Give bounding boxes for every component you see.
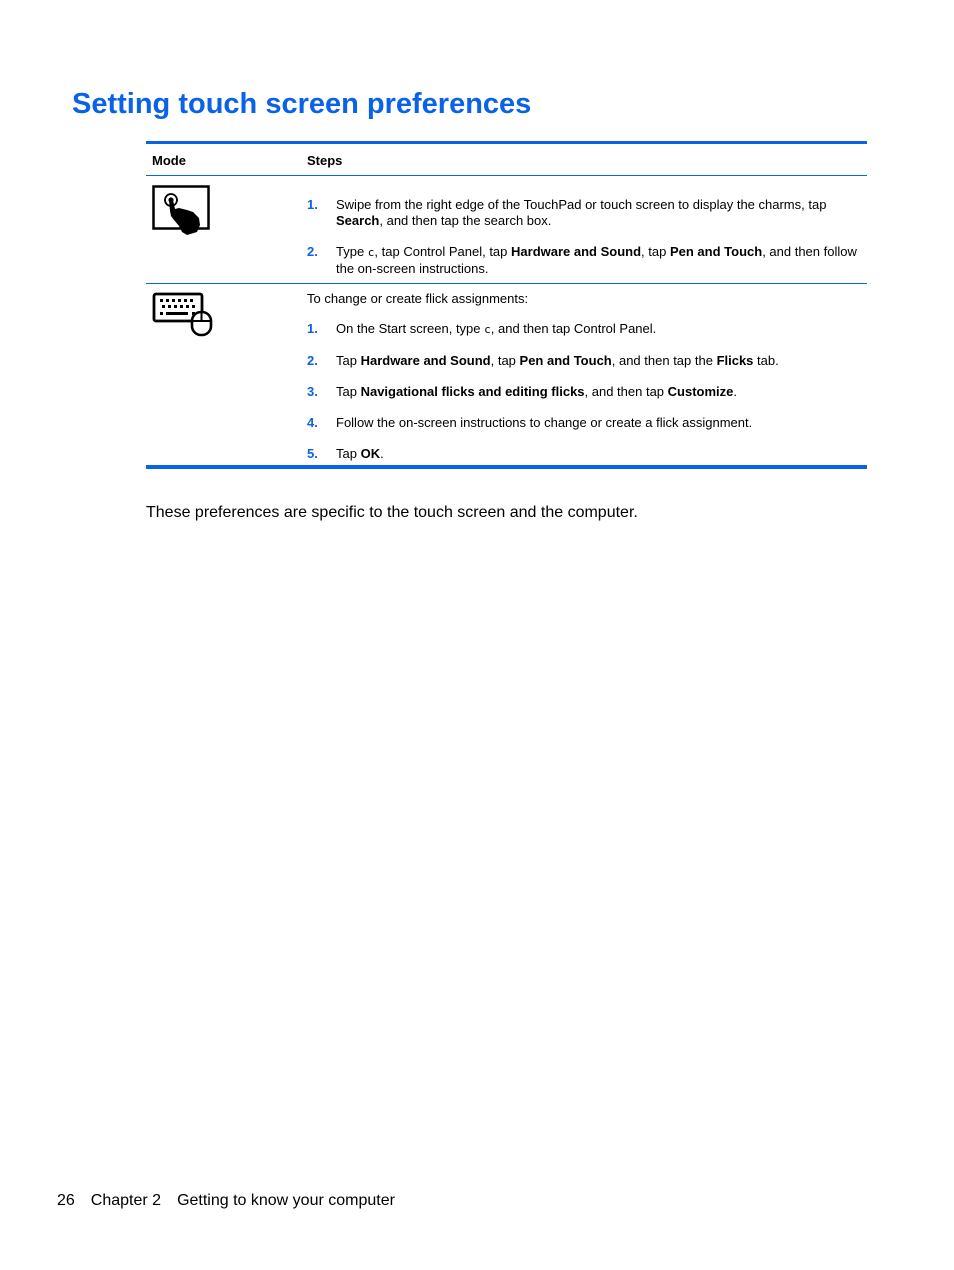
- step-number: 3.: [307, 384, 318, 399]
- table-row-keyboard-mouse: [146, 284, 867, 465]
- step-text: Swipe from the right edge of the TouchPad or touch screen to display the charms, tap: [336, 197, 827, 212]
- step-text: Tap: [336, 384, 361, 399]
- step-number: 5.: [307, 446, 318, 461]
- page-number: 26: [57, 1192, 75, 1209]
- step-text: , tap: [490, 353, 520, 368]
- list-item: [307, 384, 867, 400]
- steps-intro: To change or create flick assignments:: [307, 291, 529, 306]
- preferences-table: [146, 141, 867, 469]
- list-item: [307, 446, 867, 462]
- step-text: , and then tap the: [611, 353, 717, 368]
- step-text: tab.: [753, 353, 779, 368]
- footer-chapter: Chapter 2: [90, 1192, 162, 1209]
- step-number: 2.: [307, 353, 318, 368]
- step-number: 1.: [307, 321, 318, 336]
- step-text: Tap: [336, 446, 361, 461]
- step-text: , and then tap the search box.: [379, 213, 552, 228]
- footer-chapter-title: Getting to know your computer: [177, 1192, 395, 1209]
- list-item: [307, 244, 867, 277]
- list-item: [307, 197, 867, 229]
- step-emphasis: Pen and Touch: [669, 244, 763, 259]
- keyboard-steps: [307, 291, 867, 477]
- step-emphasis: Search: [336, 213, 380, 228]
- page-title: Setting touch screen preferences: [72, 88, 532, 120]
- keyboard-mouse-icon: [152, 292, 214, 343]
- step-emphasis: Hardware and Sound: [511, 244, 642, 259]
- step-number: 4.: [307, 415, 318, 430]
- step-emphasis: OK: [360, 446, 381, 461]
- step-code: c: [367, 246, 375, 259]
- step-emphasis: Pen and Touch: [519, 353, 612, 368]
- step-number: 2.: [307, 244, 318, 259]
- step-text: On the Start screen, type: [336, 321, 485, 336]
- step-text: Tap: [336, 353, 361, 368]
- step-emphasis: Customize: [667, 384, 734, 399]
- body-paragraph: These preferences are specific to the touch screen and the computer.: [146, 504, 638, 521]
- step-number: 1.: [307, 197, 318, 212]
- list-item: [307, 321, 867, 338]
- header-mode: Mode: [152, 153, 186, 168]
- step-emphasis: Flicks: [716, 353, 754, 368]
- step-text: Follow the on-screen instructions to change or create a flick assignment.: [336, 415, 753, 430]
- touch-steps: [307, 197, 867, 292]
- touch-screen-icon: [152, 185, 212, 242]
- step-text: .: [380, 446, 384, 461]
- list-item: [307, 415, 867, 431]
- step-text: .: [733, 384, 738, 399]
- table-header-row: [146, 144, 867, 175]
- step-text: , tap Control Panel, tap: [374, 244, 512, 259]
- step-emphasis: Hardware and Sound: [360, 353, 491, 368]
- step-text: , tap: [641, 244, 670, 259]
- header-steps: Steps: [307, 153, 343, 168]
- step-code: c: [484, 323, 491, 336]
- table-row-touch: [146, 176, 867, 283]
- page-footer: [57, 1192, 411, 1210]
- list-item: [307, 353, 867, 369]
- step-text: , and then tap: [584, 384, 668, 399]
- step-text: Type: [336, 244, 368, 259]
- step-text: , and then tap Control Panel.: [490, 321, 657, 336]
- step-text: , and then follow the on-screen instructions.: [336, 244, 857, 276]
- step-emphasis: Navigational flicks and editing flicks: [360, 384, 585, 399]
